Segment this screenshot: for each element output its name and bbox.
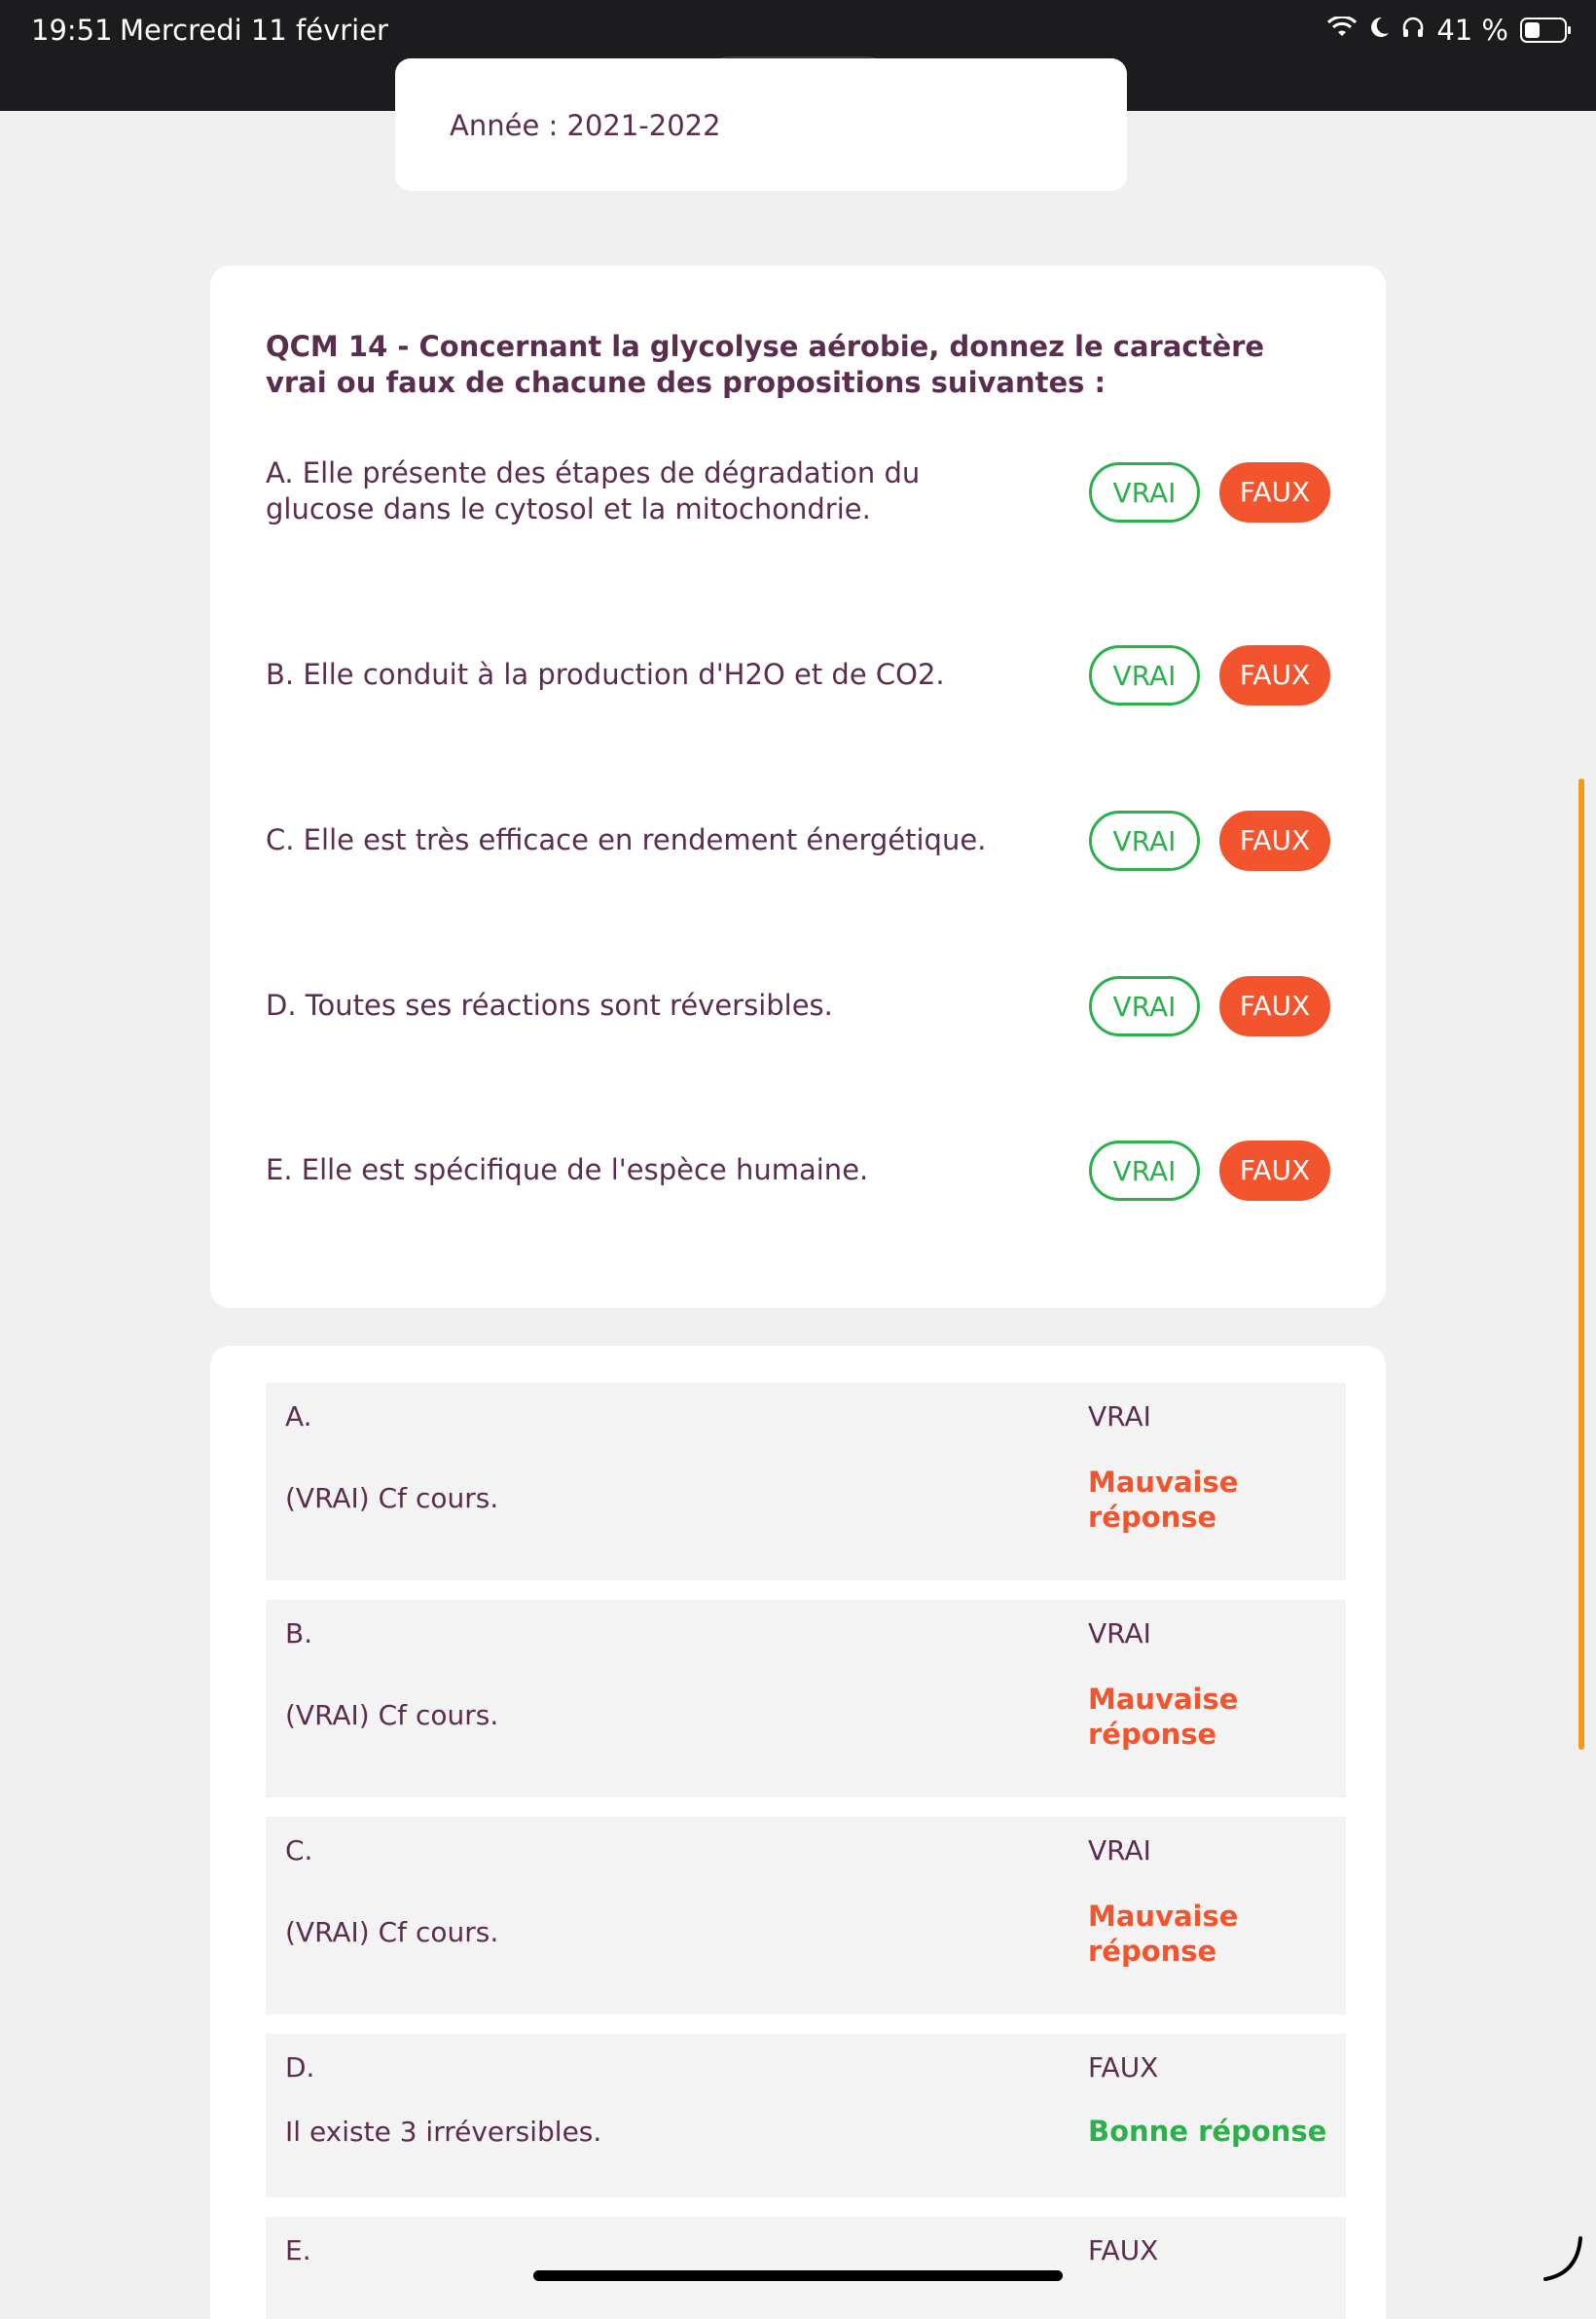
question-card bbox=[210, 266, 1386, 1308]
home-indicator[interactable] bbox=[533, 2270, 1063, 2281]
answer-result: Bonne réponse bbox=[1088, 2115, 1327, 2148]
moon-icon bbox=[1368, 16, 1390, 46]
answer-explanation: (VRAI) Cf cours. bbox=[285, 1482, 499, 1514]
proposition-d: D. Toutes ses réactions sont réversibles. bbox=[266, 989, 833, 1022]
faux-button-d[interactable]: FAUX bbox=[1219, 976, 1330, 1036]
answer-explanation: (VRAI) Cf cours. bbox=[285, 1699, 499, 1731]
status-icons bbox=[1327, 14, 1567, 47]
faux-button-a[interactable]: FAUX bbox=[1219, 462, 1330, 523]
answer-letter: B. bbox=[285, 1617, 313, 1649]
answer-row-c bbox=[266, 1817, 1346, 2014]
headphones-icon bbox=[1401, 16, 1425, 46]
proposition-e: E. Elle est spécifique de l'espèce humaine. bbox=[266, 1153, 869, 1186]
answers-card bbox=[210, 1346, 1386, 2319]
answer-row-d bbox=[266, 2034, 1346, 2197]
faux-button-c[interactable]: FAUX bbox=[1219, 811, 1330, 871]
answer-letter: A. bbox=[285, 1400, 312, 1432]
answer-explanation: (VRAI) Cf cours. bbox=[285, 1916, 499, 1948]
proposition-b: B. Elle conduit à la production d'H2O et de CO2. bbox=[266, 658, 945, 691]
info-card bbox=[395, 58, 1127, 191]
vrai-button-b[interactable]: VRAI bbox=[1089, 645, 1200, 706]
answer-row-a bbox=[266, 1383, 1346, 1580]
correct-answer: VRAI bbox=[1088, 1617, 1151, 1649]
answer-result: Mauvaise réponse bbox=[1088, 1466, 1239, 1534]
battery-icon bbox=[1520, 18, 1567, 43]
faux-button-b[interactable]: FAUX bbox=[1219, 645, 1330, 706]
answer-result: Mauvaise réponse bbox=[1088, 1683, 1239, 1751]
answer-result: Mauvaise réponse bbox=[1088, 1900, 1239, 1968]
question-title: QCM 14 - Concernant la glycolyse aérobie, donnez le caractère vrai ou faux de chacune des propositions suivantes : bbox=[266, 330, 1265, 399]
correct-answer: FAUX bbox=[1088, 2051, 1159, 2083]
answer-letter: D. bbox=[285, 2051, 315, 2083]
correct-answer: VRAI bbox=[1088, 1400, 1151, 1432]
battery-percent: 41 % bbox=[1436, 14, 1508, 47]
correct-answer: VRAI bbox=[1088, 1834, 1151, 1866]
school-year: Année : 2021-2022 bbox=[450, 109, 721, 142]
vrai-button-e[interactable]: VRAI bbox=[1089, 1141, 1200, 1201]
proposition-c: C. Elle est très efficace en rendement énergétique. bbox=[266, 823, 987, 856]
faux-button-e[interactable]: FAUX bbox=[1219, 1141, 1330, 1201]
vrai-button-a[interactable]: VRAI bbox=[1089, 462, 1200, 523]
status-time: 19:51 bbox=[31, 14, 113, 47]
answer-letter: E. bbox=[285, 2234, 311, 2266]
corner-swipe-icon bbox=[1542, 2234, 1584, 2283]
vrai-button-c[interactable]: VRAI bbox=[1089, 811, 1200, 871]
answer-row-b bbox=[266, 1600, 1346, 1797]
correct-answer: FAUX bbox=[1088, 2234, 1159, 2266]
proposition-a: A. Elle présente des étapes de dégradation du glucose dans le cytosol et la mitochondrie. bbox=[266, 456, 921, 525]
vrai-button-d[interactable]: VRAI bbox=[1089, 976, 1200, 1036]
answer-row-e bbox=[266, 2217, 1346, 2319]
status-date: Mercredi 11 février bbox=[120, 14, 388, 47]
wifi-icon bbox=[1327, 16, 1357, 45]
answer-letter: C. bbox=[285, 1834, 313, 1866]
answer-explanation: Il existe 3 irréversibles. bbox=[285, 2116, 602, 2148]
page-scrollbar[interactable] bbox=[1578, 779, 1584, 1750]
